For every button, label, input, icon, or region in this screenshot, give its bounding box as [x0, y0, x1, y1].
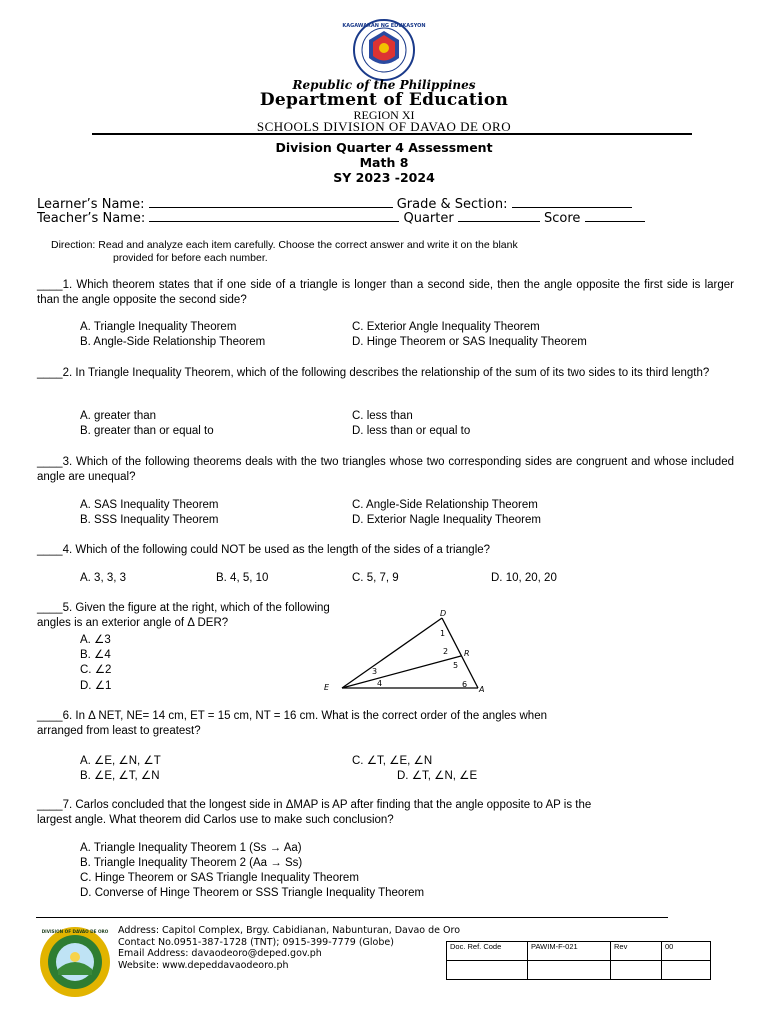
- title-line-3: SY 2023 -2024: [333, 170, 435, 185]
- q1-option-a: A. Triangle Inequality Theorem: [80, 321, 237, 333]
- q7-option-b: B. Triangle Inequality Theorem 2 (Aa → Ss): [80, 857, 303, 869]
- question-7-line-1: ____7. Carlos concluded that the longest side in ΔMAP is AP after finding that the angle opposite to AP is the: [37, 799, 592, 811]
- q7-option-d: D. Converse of Hinge Theorem or SSS Triangle Inequality Theorem: [80, 887, 425, 899]
- q1-option-c: C. Exterior Angle Inequality Theorem: [352, 321, 540, 333]
- rev-label: Rev: [611, 942, 662, 961]
- republic-line: Republic of the Philippines: [292, 78, 476, 92]
- q2-option-d: D. less than or equal to: [352, 425, 471, 437]
- score-blank[interactable]: [585, 209, 645, 222]
- teacher-name-blank[interactable]: [149, 209, 399, 222]
- q1-option-b: B. Angle-Side Relationship Theorem: [80, 336, 266, 348]
- doc-ref-empty-cell: [662, 961, 711, 980]
- learner-name-label: Learner’s Name:: [37, 197, 145, 212]
- question-4: ____4. Which of the following could NOT be used as the length of the sides of a triangle?: [37, 544, 491, 556]
- q2-option-a: A. greater than: [80, 410, 157, 422]
- q3-option-c: C. Angle-Side Relationship Theorem: [352, 499, 538, 511]
- vertex-a-label: A: [479, 685, 485, 694]
- question-6: [37, 709, 734, 739]
- grade-section-label: Grade & Section:: [396, 197, 508, 212]
- doc-ref-empty-cell: [528, 961, 611, 980]
- title-line-2: Math 8: [359, 155, 409, 170]
- question-5-line-2: angles is an exterior angle of Δ DER?: [37, 617, 229, 629]
- assessment-title: [0, 140, 768, 185]
- triangle-der-figure: [318, 606, 498, 696]
- doc-ref-empty-cell: [611, 961, 662, 980]
- question-1: ____1. Which theorem states that if one side of a triangle is longer than a second side, then the angle opposite the first side is larger than the angle opposite the second side?: [37, 279, 734, 306]
- direction-line-1: Direction: Read and analyze each item carefully. Choose the correct answer and write it on the blank: [51, 239, 518, 251]
- angle-4-label: 4: [377, 679, 383, 688]
- segment-ed: [342, 618, 442, 688]
- footer-address: Address: Capitol Complex, Brgy. Cabidianan, Nabunturan, Davao de Oro: [118, 925, 461, 936]
- question-3: ____3. Which of the following theorems deals with the two triangles whose two corresponding sides are congruent and whose included angle are unequal?: [37, 456, 734, 483]
- vertex-d-label: D: [440, 609, 447, 618]
- angle-1-label: 1: [440, 629, 446, 638]
- department-name: Department of Education: [259, 90, 509, 110]
- teacher-row: [37, 209, 645, 226]
- doc-ref-table: [446, 941, 711, 980]
- title-line-1: Division Quarter 4 Assessment: [275, 140, 493, 155]
- score-label: Score: [544, 211, 581, 226]
- footer-divider: [36, 917, 668, 918]
- q3-option-d: D. Exterior Nagle Inequality Theorem: [352, 514, 541, 526]
- vertex-e-label: E: [324, 683, 330, 692]
- footer-website: Website: www.depeddavaodeoro.ph: [118, 959, 289, 971]
- doc-ref-code-value: PAWIM-F-021: [528, 942, 611, 961]
- division-line: SCHOOLS DIVISION OF DAVAO DE ORO: [256, 119, 512, 134]
- seal-text: KAGAWARAN NG EDUKASYON: [342, 23, 426, 29]
- question-2: ____2. In Triangle Inequality Theorem, which of the following describes the relationship of the sum of its two sides to its third length?: [37, 367, 710, 379]
- doc-ref-empty-cell: [447, 961, 528, 980]
- q3-option-a: A. SAS Inequality Theorem: [80, 499, 219, 511]
- q7-option-c: C. Hinge Theorem or SAS Triangle Inequality Theorem: [80, 872, 359, 884]
- q5-option-b: B. ∠4: [80, 649, 111, 661]
- q4-option-a: A. 3, 3, 3: [80, 572, 127, 584]
- footer-contact: Contact No.0951-387-1728 (TNT); 0915-399-7779 (Globe): [118, 936, 394, 948]
- grade-section-blank[interactable]: [512, 195, 632, 208]
- footer-email: Email Address: davaodeoro@deped.gov.ph: [118, 948, 322, 959]
- q5-option-a: A. ∠3: [80, 634, 111, 646]
- q4-option-d: D. 10, 20, 20: [491, 572, 557, 584]
- q6-option-a: A. ∠E, ∠N, ∠T: [80, 755, 161, 767]
- q4-option-c: C. 5, 7, 9: [352, 572, 399, 584]
- q3-option-b: B. SSS Inequality Theorem: [80, 514, 219, 526]
- question-5-line-1: ____5. Given the figure at the right, which of the following: [37, 602, 330, 614]
- doc-ref-code-label: Doc. Ref. Code: [447, 942, 528, 961]
- segment-er: [342, 656, 461, 688]
- header-divider: [92, 133, 692, 135]
- q4-option-b: B. 4, 5, 10: [216, 572, 269, 584]
- direction: [51, 239, 711, 265]
- division-davao-de-oro-logo: [38, 925, 112, 999]
- q5-option-d: D. ∠1: [80, 680, 112, 692]
- deped-seal-logo: [336, 18, 432, 82]
- q7-option-a: A. Triangle Inequality Theorem 1 (Ss → Aa): [80, 842, 302, 854]
- q6-option-c: C. ∠T, ∠E, ∠N: [352, 755, 433, 767]
- angle-3-label: 3: [372, 667, 378, 676]
- q2-option-c: C. less than: [352, 410, 413, 422]
- angle-5-label: 5: [453, 661, 459, 670]
- question-7: [37, 798, 734, 828]
- angle-6-label: 6: [462, 680, 468, 689]
- q6-option-d: D. ∠T, ∠N, ∠E: [397, 770, 478, 782]
- q5-option-c: C. ∠2: [80, 664, 112, 676]
- question-6-line-2: arranged from least to greatest?: [37, 725, 201, 737]
- region-line: REGION XI: [353, 108, 415, 122]
- learner-name-blank[interactable]: [149, 195, 393, 208]
- q1-option-d: D. Hinge Theorem or SAS Inequality Theorem: [352, 336, 587, 348]
- quarter-label: Quarter: [403, 211, 454, 226]
- q6-option-b: B. ∠E, ∠T, ∠N: [80, 770, 160, 782]
- question-7-line-2: largest angle. What theorem did Carlos use to make such conclusion?: [37, 814, 394, 826]
- quarter-blank[interactable]: [458, 209, 540, 222]
- logo-text: DIVISION OF DAVAO DE ORO: [41, 929, 109, 934]
- direction-line-2: provided for before each number.: [113, 252, 268, 264]
- question-6-line-1: ____6. In Δ NET, NE= 14 cm, ET = 15 cm, NT = 16 cm. What is the correct order of the angles when: [37, 710, 547, 722]
- vertex-r-label: R: [464, 649, 470, 658]
- q2-option-b: B. greater than or equal to: [80, 425, 214, 437]
- teacher-name-label: Teacher’s Name:: [37, 211, 146, 226]
- angle-2-label: 2: [443, 647, 449, 656]
- footer-contact-block: [118, 925, 460, 971]
- rev-value: 00: [662, 942, 711, 961]
